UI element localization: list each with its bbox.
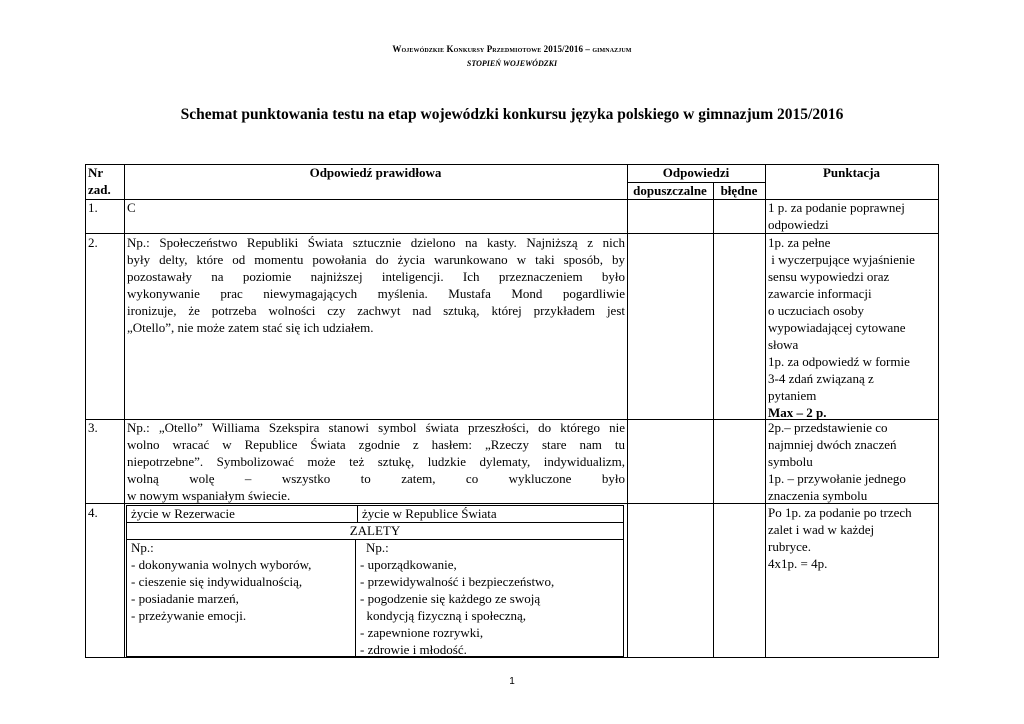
row-2-points: 1p. za pełne i wyczerpujące wyjaśnienie sensu wypowiedzi oraz zawarcie informacji o uczuciach osoby wypowiadającej cytowane słowa 1p. za odpowiedź w formie 3-4 zdań związaną z pytaniem Max – 2 p.: [768, 235, 915, 420]
row-1-nr: 1.: [88, 200, 98, 215]
header-line-1: Wojewódzkie Konkursy Przedmiotowe 2015/2016 – gimnazjum: [392, 44, 632, 54]
row-3-nr: 3.: [88, 420, 98, 435]
row-1-answer: C: [127, 200, 136, 215]
inner-header-reservation: życie w Rezerwacie: [131, 506, 235, 521]
row-4-points: Po 1p. za podanie po trzech zalet i wad w każdej rubryce. 4x1p. = 4p.: [768, 505, 912, 571]
page-title: Schemat punktowania testu na etap wojewódzki konkursu języka polskiego w gimnazjum 2015/2016: [180, 106, 844, 123]
header-zad: zad.: [88, 182, 111, 197]
row-3-points: 2p.– przedstawienie co najmniej dwóch znaczeń symbolu 1p. – przywołanie jednego znaczenia symbolu: [768, 420, 906, 503]
row-3-answer: Np.: „Otello” Williama Szekspira stanowi symbol świata przeszłości, do którego nie wolno wracać w Republice Świata zgodnie z hasłem: „Rzeczy stare nam tu niepotrzebne”. Symbolizować może też sztukę, ludzkie dylematy, indywidualizm, wolną wolę – wszystko to zatem, co wykluczone było w nowym wspaniałym świecie.: [127, 420, 625, 503]
row-4-nr: 4.: [88, 505, 98, 520]
header-points: Punktacja: [822, 165, 881, 180]
inner-left-list: Np.: - dokonywania wolnych wyborów, - cieszenie się indywidualnością, - posiadanie marzeń, - przeżywanie emocji.: [131, 540, 312, 623]
row-2-answer: Np.: Społeczeństwo Republiki Świata sztucznie dzielono na kasty. Najniższą z nich były delty, które od momentu powołania do życia warunkowano w taki sposób, by pozostawały na poziomie najniższej inteligencji. Ich przeznaczeniem było wykonywanie prac niewymagających myślenia. Mustafa Mond pogardliwie ironizuje, że potrzeba wolności czy zachwyt nad sztuką, której przykładem jest „Otello”, nie może zatem stać się ich udziałem.: [127, 235, 625, 335]
row-1-points: 1 p. za podanie poprawnej odpowiedzi: [768, 200, 905, 232]
row-2-points-max: Max – 2 p.: [768, 405, 827, 420]
page-number: 1: [509, 676, 515, 687]
inner-section-advantages: ZALETY: [349, 523, 401, 538]
inner-header-world-state: życie w Republice Świata: [362, 506, 497, 521]
header-allowed: dopuszczalne: [633, 183, 707, 198]
header-answer: Odpowiedź prawidłowa: [309, 165, 442, 180]
header-wrong: błędne: [720, 183, 758, 198]
inner-right-list: Np.: - uporządkowanie, - przewidywalność i bezpieczeństwo, - pogodzenie się każdego ze swoją kondycją fizyczną i społeczną, - zapewnione rozrywki, - zdrowie i młodość.: [360, 540, 555, 657]
row-2-nr: 2.: [88, 235, 98, 250]
header-responses: Odpowiedzi: [662, 165, 730, 180]
header-nr: Nr: [88, 165, 104, 180]
header-line-2: STOPIEŃ WOJEWÓDZKI: [466, 59, 558, 68]
